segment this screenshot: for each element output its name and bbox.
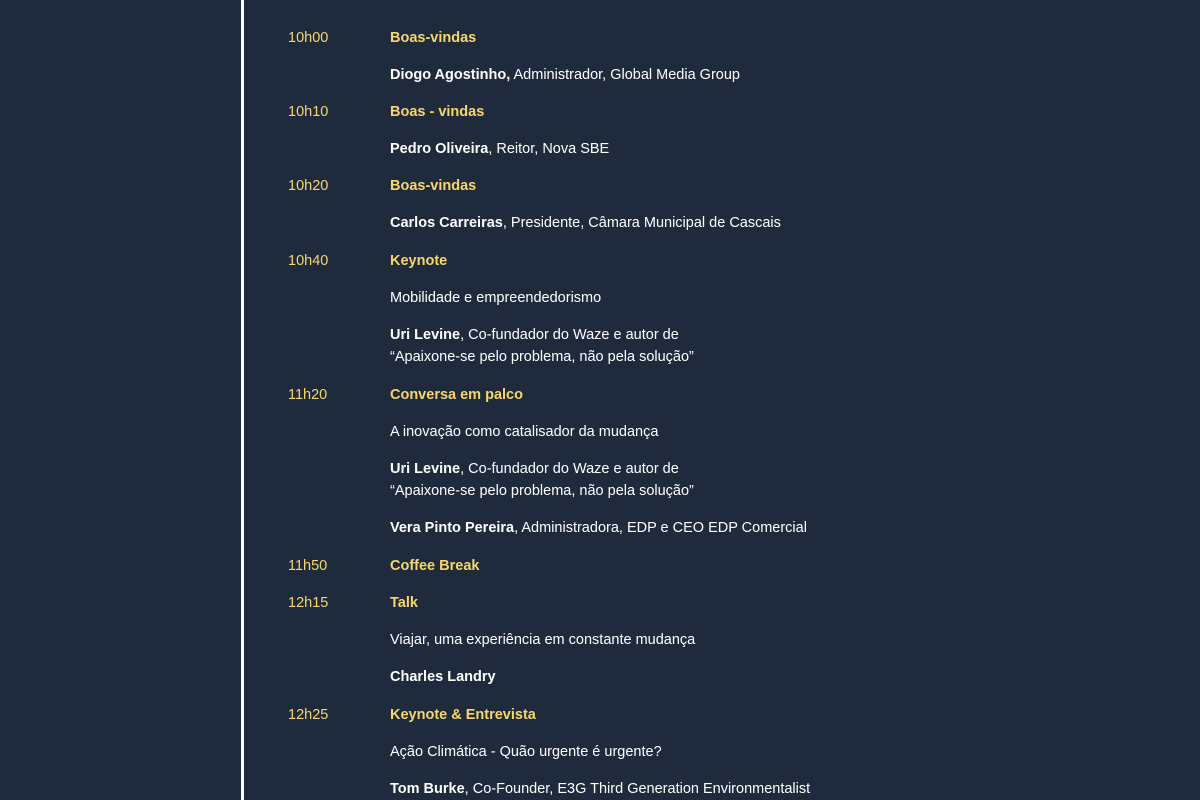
speaker-line xyxy=(390,324,679,346)
session-time: 12h25 xyxy=(288,707,329,723)
agenda-speaker-row xyxy=(0,324,1200,346)
agenda-text-row xyxy=(0,346,1200,368)
speaker-name: Uri Levine xyxy=(390,327,461,343)
agenda-session-row xyxy=(0,384,1200,406)
agenda-speaker-row xyxy=(0,212,1200,234)
agenda-session-row xyxy=(0,704,1200,726)
session-time: 10h10 xyxy=(288,104,329,120)
speaker-role: , Co-Founder, E3G Third Generation Environmentalist xyxy=(464,781,811,797)
agenda-session-row xyxy=(0,592,1200,614)
session-title: Boas-vindas xyxy=(390,178,477,194)
session-time: 10h20 xyxy=(288,178,329,194)
session-time: 12h15 xyxy=(288,595,329,611)
agenda-session-row xyxy=(0,250,1200,272)
speaker-line xyxy=(390,458,679,480)
agenda-speaker-row xyxy=(0,517,1200,539)
session-time: 10h40 xyxy=(288,253,329,269)
agenda-text-row xyxy=(0,287,1200,309)
speaker-name: Carlos Carreiras xyxy=(390,215,503,231)
agenda-speaker-row xyxy=(0,138,1200,160)
agenda-session-row xyxy=(0,27,1200,49)
agenda-session-row xyxy=(0,555,1200,577)
speaker-line xyxy=(390,212,781,234)
session-time: 11h20 xyxy=(288,387,328,403)
speaker-name: Vera Pinto Pereira xyxy=(390,520,515,536)
speaker-book-title: “Apaixone-se pelo problema, não pela solução” xyxy=(390,483,694,499)
agenda-speaker-row xyxy=(0,458,1200,480)
session-time: 11h50 xyxy=(288,558,328,574)
agenda-text-row xyxy=(0,629,1200,651)
agenda-text-row xyxy=(0,741,1200,763)
speaker-line xyxy=(390,666,496,688)
agenda-speaker-row xyxy=(0,64,1200,86)
speaker-line xyxy=(390,517,807,539)
speaker-role: Administrador, Global Media Group xyxy=(510,67,740,83)
agenda-session-row xyxy=(0,101,1200,123)
session-subtitle: Ação Climática - Quão urgente é urgente? xyxy=(390,744,662,760)
session-time: 10h00 xyxy=(288,30,329,46)
session-title: Conversa em palco xyxy=(390,387,523,403)
speaker-role: , Administradora, EDP e CEO EDP Comercial xyxy=(514,520,807,536)
speaker-line xyxy=(390,778,810,800)
speaker-role: , Reitor, Nova SBE xyxy=(488,141,610,157)
session-subtitle: A inovação como catalisador da mudança xyxy=(390,424,659,440)
speaker-line xyxy=(390,64,740,86)
speaker-role: , Presidente, Câmara Municipal de Cascais xyxy=(502,215,781,231)
speaker-name: Charles Landry xyxy=(390,669,496,685)
session-title: Boas - vindas xyxy=(390,104,485,120)
speaker-name: Diogo Agostinho, xyxy=(390,67,511,83)
speaker-name: Uri Levine xyxy=(390,461,461,477)
agenda-speaker-row xyxy=(0,778,1200,800)
speaker-name: Tom Burke xyxy=(390,781,465,797)
session-title: Boas-vindas xyxy=(390,30,477,46)
agenda-text-row xyxy=(0,480,1200,502)
agenda-text-row xyxy=(0,421,1200,443)
session-subtitle: Viajar, uma experiência em constante mudança xyxy=(390,632,696,648)
agenda-speaker-row xyxy=(0,666,1200,688)
session-subtitle: Mobilidade e empreendedorismo xyxy=(390,290,602,306)
session-title: Talk xyxy=(390,595,418,611)
speaker-role: , Co-fundador do Waze e autor de xyxy=(460,327,679,343)
session-title: Keynote & Entrevista xyxy=(390,707,536,723)
speaker-line xyxy=(390,138,609,160)
speaker-name: Pedro Oliveira xyxy=(390,141,489,157)
session-title: Keynote xyxy=(390,253,448,269)
speaker-role: , Co-fundador do Waze e autor de xyxy=(460,461,679,477)
agenda-session-row xyxy=(0,175,1200,197)
session-title: Coffee Break xyxy=(390,558,480,574)
speaker-book-title: “Apaixone-se pelo problema, não pela solução” xyxy=(390,349,694,365)
